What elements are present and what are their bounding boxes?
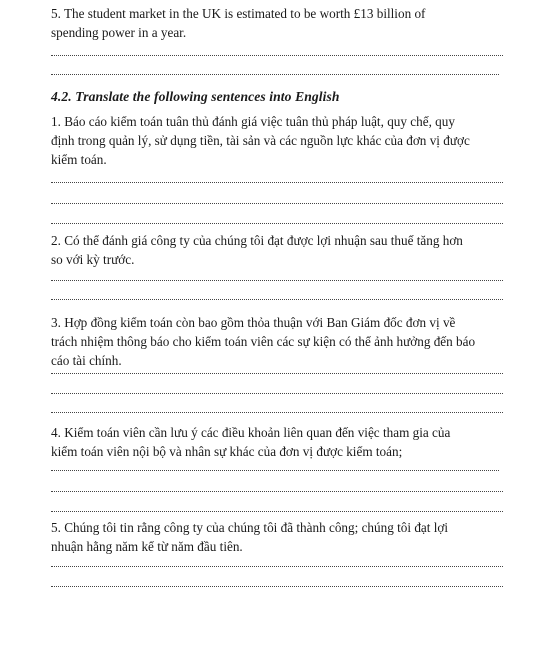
sentence-text-line: so với kỳ trước. bbox=[51, 252, 135, 267]
answer-line[interactable] bbox=[51, 299, 503, 300]
sentence-text-line: 3. Hợp đồng kiểm toán còn bao gồm thỏa thuận với Ban Giám đốc đơn vị về bbox=[51, 315, 456, 330]
sentence-text-line: 1. Báo cáo kiểm toán tuân thủ đánh giá việc tuân thủ pháp luật, quy chế, quy bbox=[51, 114, 455, 129]
sentence-1 bbox=[51, 112, 513, 169]
sentence-4 bbox=[51, 423, 513, 461]
sentence-5 bbox=[51, 518, 513, 556]
sentence-text-line: trách nhiệm thông báo cho kiểm toán viên các sự kiện có thể ảnh hưởng đến báo bbox=[51, 334, 476, 349]
sentence-text-line: định trong quản lý, sử dụng tiền, tài sản và các nguồn lực khác của đơn vị được bbox=[51, 133, 470, 148]
answer-line[interactable] bbox=[51, 373, 503, 374]
answer-line[interactable] bbox=[51, 393, 503, 394]
sentence-3 bbox=[51, 313, 513, 370]
answer-line[interactable] bbox=[51, 470, 499, 471]
sentence-text-line: 2. Có thể đánh giá công ty của chúng tôi đạt được lợi nhuận sau thuế tăng hơn bbox=[51, 233, 463, 248]
answer-line[interactable] bbox=[51, 223, 503, 224]
answer-line[interactable] bbox=[51, 511, 503, 512]
answer-line[interactable] bbox=[51, 586, 503, 587]
sentence-text-line: kiểm toán viên nội bộ và nhân sự khác của đơn vị được kiểm toán; bbox=[51, 444, 403, 459]
answer-line[interactable] bbox=[51, 491, 503, 492]
section-heading: 4.2. Translate the following sentences into English bbox=[51, 89, 340, 104]
question-text-line: spending power in a year. bbox=[51, 25, 187, 40]
sentence-text-line: 5. Chúng tôi tin rằng công ty của chúng tôi đã thành công; chúng tôi đạt lợi bbox=[51, 520, 449, 535]
answer-line[interactable] bbox=[51, 55, 503, 56]
sentence-text-line: kiểm toán. bbox=[51, 152, 107, 167]
sentence-text-line: nhuận hằng năm kể từ năm đầu tiên. bbox=[51, 539, 243, 554]
answer-line[interactable] bbox=[51, 412, 503, 413]
answer-line[interactable] bbox=[51, 203, 503, 204]
answer-line[interactable] bbox=[51, 74, 499, 75]
sentence-text-line: cáo tài chính. bbox=[51, 353, 122, 368]
sentence-2 bbox=[51, 231, 513, 269]
question-text-line: 5. The student market in the UK is estimated to be worth £13 billion of bbox=[51, 6, 426, 21]
answer-line[interactable] bbox=[51, 566, 503, 567]
question-5-market bbox=[51, 4, 513, 42]
answer-line[interactable] bbox=[51, 182, 503, 183]
sentence-text-line: 4. Kiểm toán viên cần lưu ý các điều khoản liên quan đến việc tham gia của bbox=[51, 425, 451, 440]
answer-line[interactable] bbox=[51, 280, 503, 281]
